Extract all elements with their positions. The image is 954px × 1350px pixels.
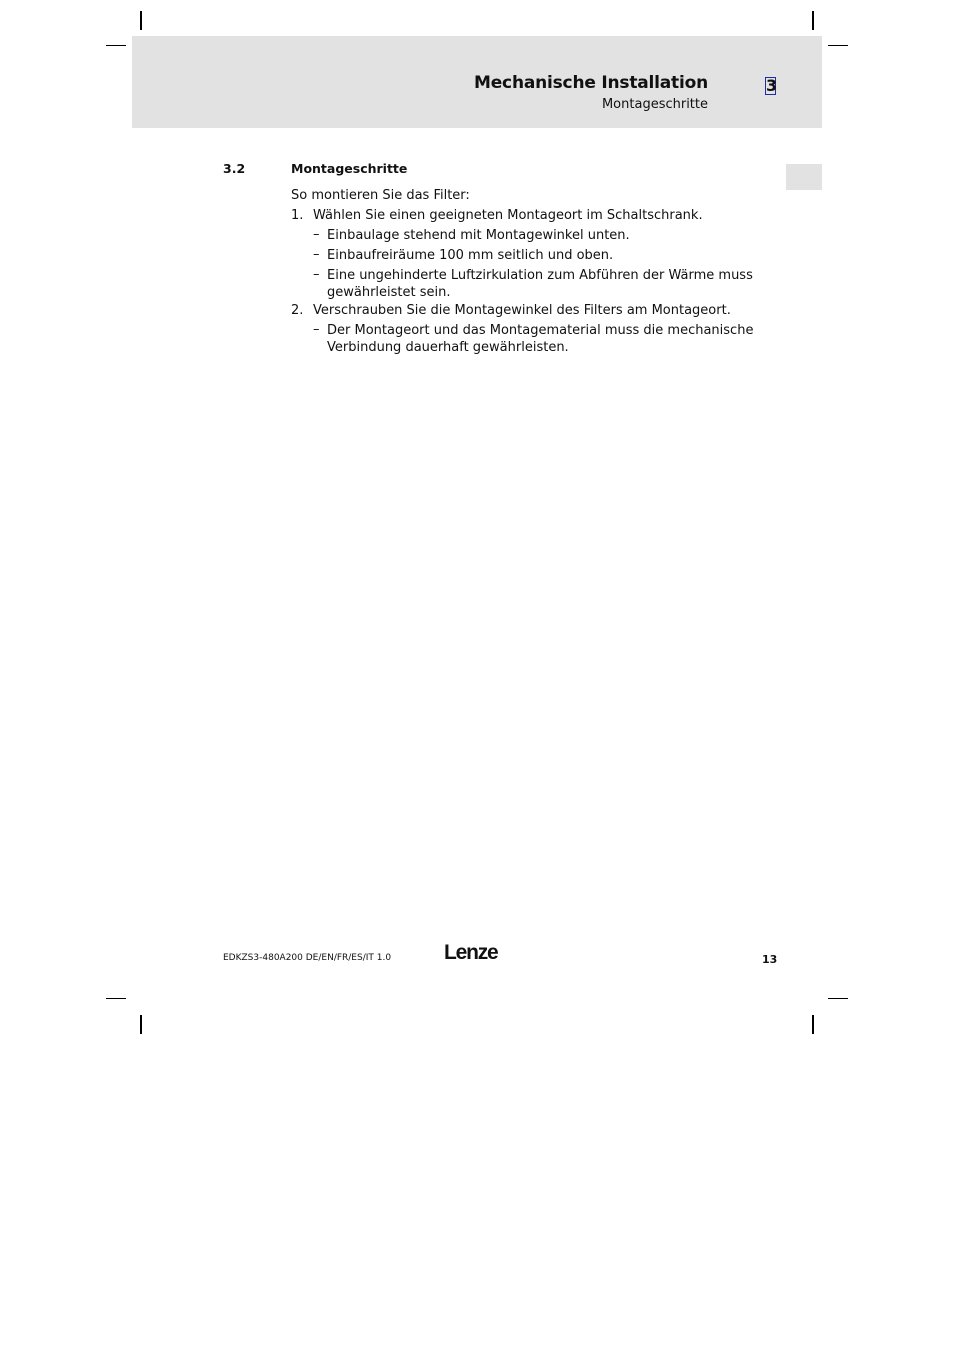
section-number: 3.2 (223, 161, 246, 176)
document-id: EDKZS3-480A200 DE/EN/FR/ES/IT 1.0 (223, 953, 392, 963)
section-title: Montageschritte (291, 161, 408, 176)
bullet-dash: – (313, 267, 320, 282)
crop-mark (140, 11, 142, 30)
bullet-dash: – (313, 227, 320, 242)
crop-mark (140, 1015, 142, 1034)
bullet-dash: – (313, 322, 320, 337)
page-title: Mechanische Installation (474, 73, 708, 93)
section-intro: So montieren Sie das Filter: (291, 188, 470, 203)
page-number: 13 (762, 953, 778, 966)
step-text: Verschrauben Sie die Montagewinkel des Filters am Montageort. (313, 303, 731, 318)
bullet-text-continued: Verbindung dauerhaft gewährleisten. (327, 340, 569, 355)
chapter-side-tab (786, 164, 822, 190)
crop-mark (828, 45, 848, 46)
chapter-badge: 3 (766, 76, 778, 95)
lenze-logo: Lenze (444, 941, 498, 964)
step-text: Wählen Sie einen geeigneten Montageort im Schaltschrank. (313, 208, 703, 223)
bullet-dash: – (313, 247, 320, 262)
crop-mark (106, 45, 126, 46)
bullet-text-continued: gewährleistet sein. (327, 285, 451, 300)
bullet-text: Einbaulage stehend mit Montagewinkel unten. (327, 228, 630, 243)
step-number: 1. (291, 208, 304, 223)
crop-mark (828, 998, 848, 999)
crop-mark (812, 1015, 814, 1034)
bullet-text: Einbaufreiräume 100 mm seitlich und oben. (327, 248, 614, 263)
bullet-text: Eine ungehinderte Luftzirkulation zum Abführen der Wärme muss (327, 268, 753, 283)
crop-mark (106, 998, 126, 999)
step-number: 2. (291, 303, 304, 318)
crop-mark (812, 11, 814, 30)
bullet-text: Der Montageort und das Montagematerial muss die mechanische (327, 323, 754, 338)
page-subtitle: Montageschritte (601, 97, 708, 112)
